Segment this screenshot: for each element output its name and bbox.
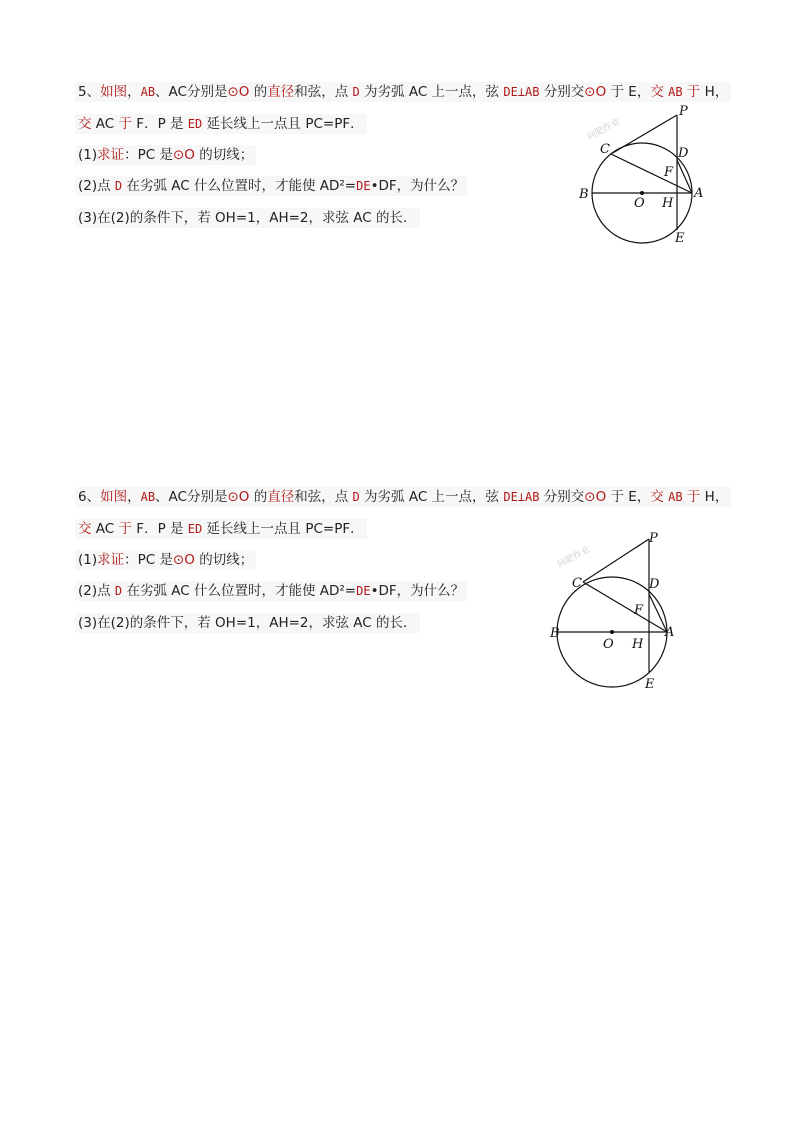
text-segment: •DF，为什么？ <box>370 178 465 194</box>
label-p: P <box>679 104 688 119</box>
label-f: F <box>664 165 674 180</box>
problem-6-question-2 <box>75 581 467 601</box>
text-segment: D <box>114 179 123 193</box>
text-segment: D <box>352 85 360 99</box>
text-segment: 6、 <box>78 489 101 505</box>
problem-5-question-1 <box>75 145 256 165</box>
text-segment: AC <box>91 521 119 537</box>
text-segment: ⊙O <box>227 489 250 505</box>
text-segment: 延长线上一点且 PC=PF． <box>202 116 364 132</box>
text-segment: (3)在(2)的条件下，若 OH=1，AH=2，求弦 AC 的长． <box>78 615 417 631</box>
text-segment: 为劣弧 AC 上一点，弦 <box>359 84 504 100</box>
text-segment: 和弦，点 <box>294 489 353 505</box>
text-segment: 5、 <box>78 84 101 100</box>
center-dot <box>640 191 644 195</box>
text-segment: ：PC 是 <box>124 147 173 163</box>
watermark: 问肥作业 <box>585 116 623 143</box>
text-segment: (2)点 <box>78 583 115 599</box>
label-b: B <box>579 187 589 202</box>
text-segment: 于 E， <box>606 84 651 100</box>
text-segment: 于 <box>118 116 133 132</box>
label-c: C <box>600 142 610 157</box>
label-p: P <box>649 531 658 546</box>
text-segment: 的 <box>249 489 268 505</box>
text-segment: (2)点 <box>78 178 115 194</box>
text-segment: 于 <box>118 521 133 537</box>
text-segment: 于 <box>686 489 701 505</box>
text-segment: 分别交 <box>539 84 585 100</box>
text-segment: 的切线； <box>194 147 254 163</box>
text-segment: DE <box>356 584 371 598</box>
text-segment: 和弦，点 <box>294 84 353 100</box>
text-segment: 、AC分别是 <box>155 84 228 100</box>
text-segment: 的 <box>249 84 268 100</box>
label-d: D <box>678 146 689 161</box>
text-segment: 如图 <box>100 84 128 100</box>
problem-6-question-1 <box>75 550 256 570</box>
text-segment: 如图 <box>100 489 128 505</box>
text-segment: (1) <box>78 147 98 163</box>
text-segment: 直径 <box>267 84 295 100</box>
label-o: O <box>603 637 614 652</box>
text-segment: 在劣弧 AC 什么位置时，才能使 AD²= <box>122 178 357 194</box>
problem-6-figure <box>545 522 695 692</box>
text-segment: 于 E， <box>606 489 651 505</box>
tangent-pc <box>583 539 649 582</box>
label-d: D <box>649 577 660 592</box>
text-segment: ：PC 是 <box>124 552 173 568</box>
text-segment: 、AC分别是 <box>155 489 228 505</box>
text-segment: 交 <box>78 521 92 537</box>
text-segment: ED <box>187 117 203 131</box>
text-segment: 求证 <box>97 147 125 163</box>
label-o: O <box>634 196 645 211</box>
text-segment: DE⊥AB <box>503 85 540 99</box>
watermark: 问肥作业 <box>555 544 593 571</box>
text-segment: AB <box>140 85 156 99</box>
text-segment: ⊙O <box>584 489 607 505</box>
problem-6-question-3 <box>75 613 420 633</box>
text-segment: 为劣弧 AC 上一点，弦 <box>359 489 504 505</box>
label-f: F <box>634 603 644 618</box>
text-segment: ⊙O <box>172 147 195 163</box>
text-segment: ， <box>127 489 141 505</box>
text-segment: 在劣弧 AC 什么位置时，才能使 AD²= <box>122 583 357 599</box>
label-h: H <box>632 637 644 652</box>
text-segment: 交 <box>78 116 92 132</box>
text-segment: 延长线上一点且 PC=PF． <box>202 521 364 537</box>
text-segment: AB <box>668 490 683 504</box>
text-segment: F．P 是 <box>132 116 188 132</box>
text-segment: H， <box>700 489 729 505</box>
text-segment: H， <box>700 84 729 100</box>
text-segment: 的切线； <box>194 552 254 568</box>
text-segment: ⊙O <box>584 84 607 100</box>
label-b: B <box>550 626 560 641</box>
text-segment: 交 <box>650 84 664 100</box>
text-segment: DE⊥AB <box>503 490 540 504</box>
problem-5-question-3 <box>75 208 420 228</box>
problem-5-line-1 <box>75 82 731 102</box>
text-segment: •DF，为什么？ <box>370 583 465 599</box>
text-segment: 交 <box>650 489 664 505</box>
text-segment: 于 <box>686 84 701 100</box>
problem-5-question-2 <box>75 176 467 196</box>
text-segment: 求证 <box>97 552 125 568</box>
problem-5-figure <box>575 100 715 250</box>
label-a: A <box>665 625 675 640</box>
text-segment: AB <box>668 85 683 99</box>
text-segment: ED <box>187 522 203 536</box>
text-segment: ⊙O <box>172 552 195 568</box>
label-h: H <box>662 196 674 211</box>
tangent-pc <box>611 115 677 154</box>
problem-5-line-2 <box>75 114 367 134</box>
label-c: C <box>572 576 582 591</box>
text-segment: ⊙O <box>227 84 250 100</box>
text-segment: (3)在(2)的条件下，若 OH=1，AH=2，求弦 AC 的长． <box>78 210 417 226</box>
text-segment: D <box>114 584 123 598</box>
text-segment: (1) <box>78 552 98 568</box>
label-a: A <box>694 186 704 201</box>
center-dot <box>610 630 614 634</box>
label-e: E <box>675 231 685 246</box>
problem-6-line-2 <box>75 519 367 539</box>
problem-6-line-1 <box>75 487 731 507</box>
text-segment: AC <box>91 116 119 132</box>
text-segment: 直径 <box>267 489 295 505</box>
text-segment: AB <box>140 490 156 504</box>
text-segment: DE <box>356 179 371 193</box>
text-segment: F．P 是 <box>132 521 188 537</box>
text-segment: 分别交 <box>539 489 585 505</box>
text-segment: D <box>352 490 360 504</box>
label-e: E <box>645 677 655 692</box>
text-segment: ， <box>127 84 141 100</box>
